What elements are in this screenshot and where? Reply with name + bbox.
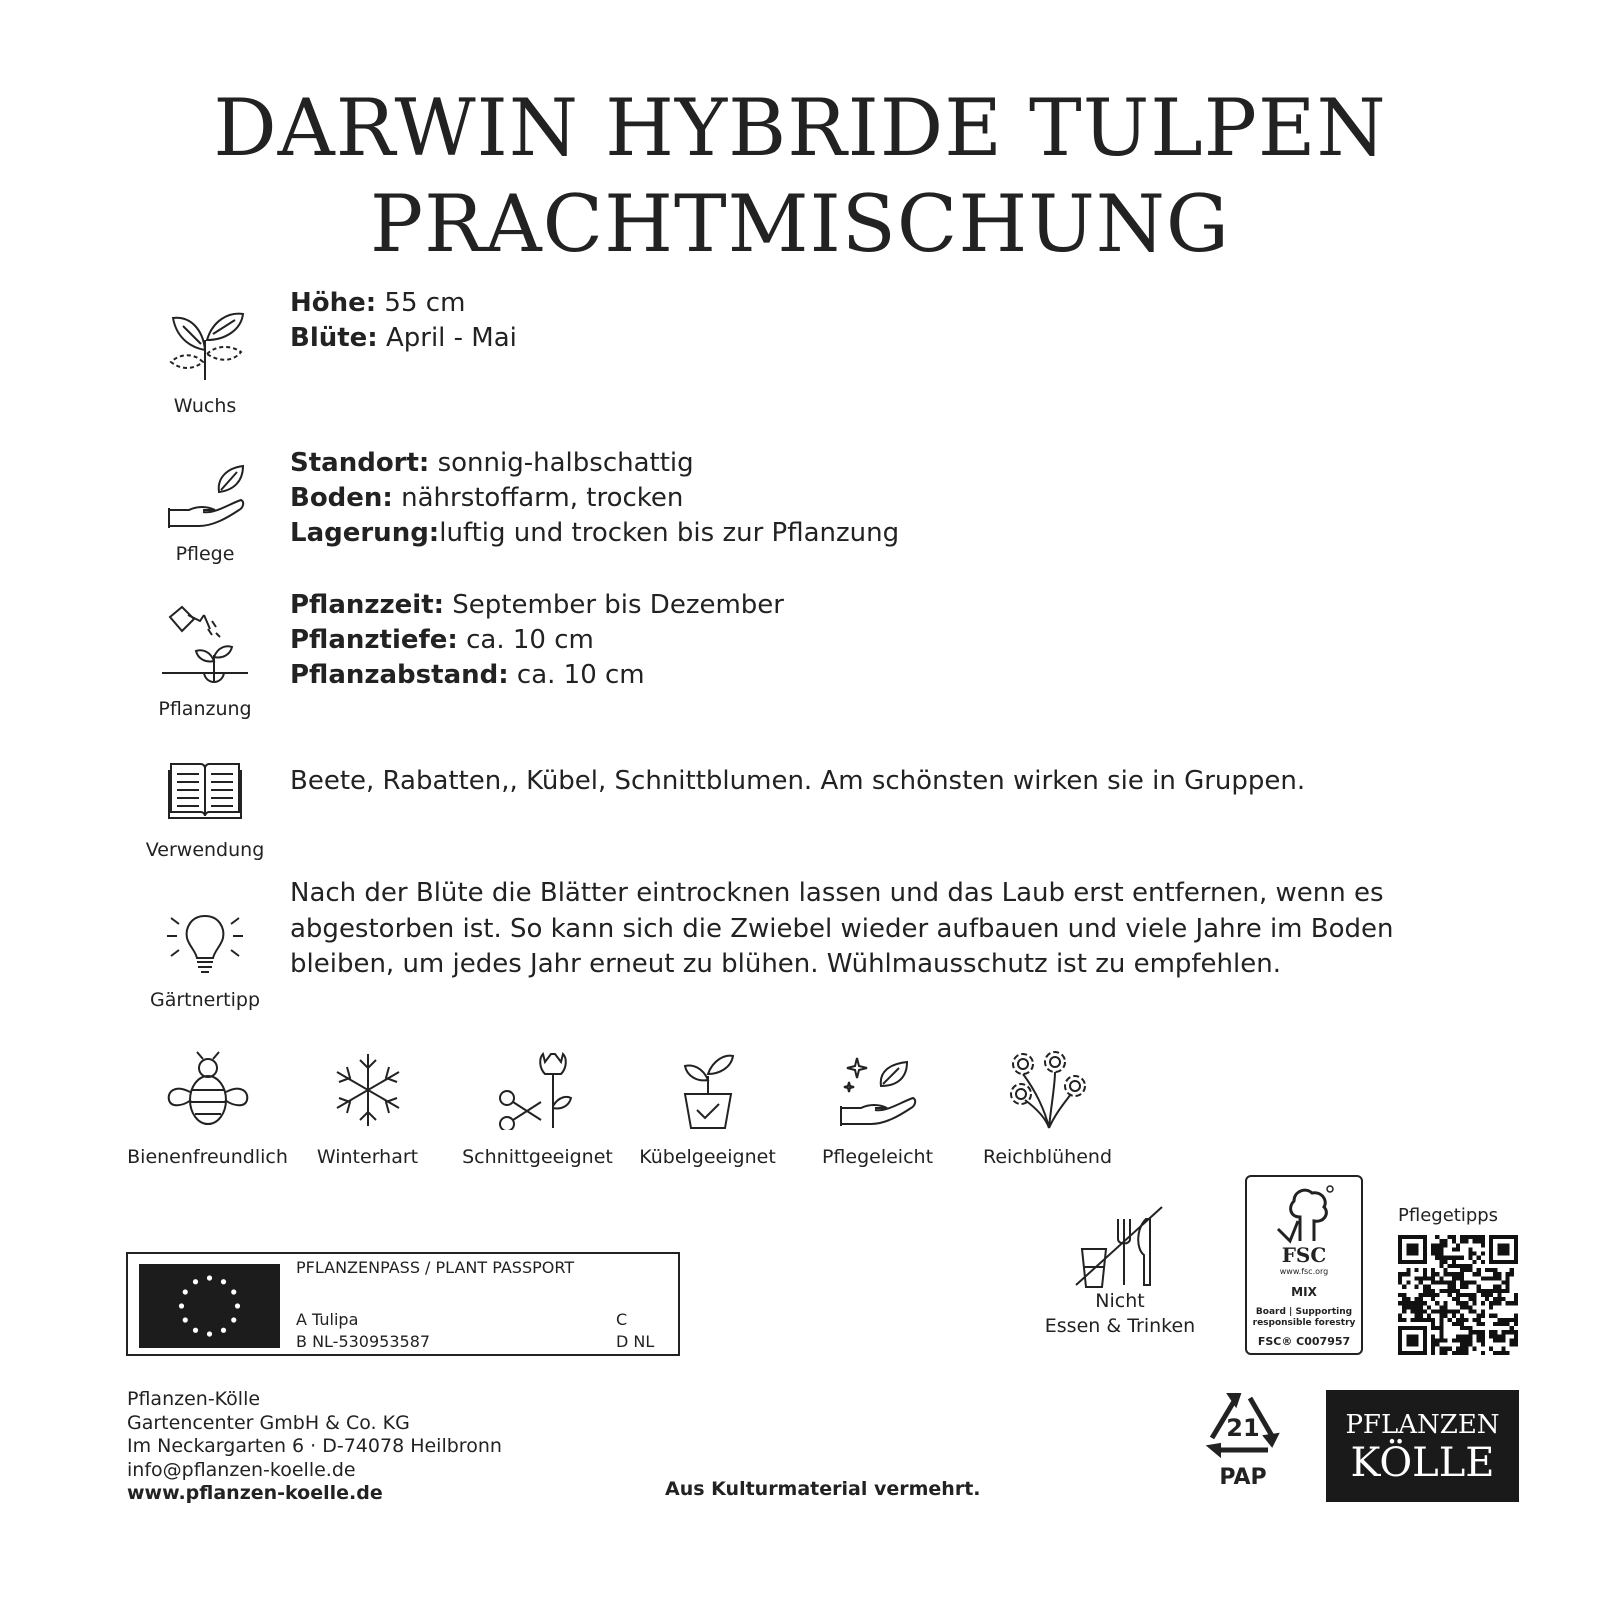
feature-label: Kübelgeeignet <box>639 1146 776 1168</box>
fsc-tree-icon <box>1272 1183 1336 1247</box>
not-for-consumption <box>1035 1205 1205 1339</box>
info-row-bluete <box>290 321 517 356</box>
fsc-label <box>1245 1175 1363 1355</box>
feature-label: Winterhart <box>316 1146 419 1168</box>
potted-plant-icon <box>665 1050 751 1130</box>
wuchs-icon-block <box>135 300 275 418</box>
scissors-tulip-icon <box>495 1050 581 1130</box>
info-key: Pflanzabstand: <box>290 660 509 690</box>
watering-can-icon <box>160 603 250 687</box>
bee-icon <box>165 1050 251 1130</box>
info-value: September bis Dezember <box>444 590 784 620</box>
eu-star <box>179 1303 184 1308</box>
gaertnertipp-label: Gärtnertipp <box>149 989 261 1011</box>
brand-line-1: PFLANZEN <box>1345 1410 1500 1440</box>
info-row-pflanzabstand <box>290 658 784 693</box>
fsc-name: FSC <box>1281 1243 1327 1267</box>
wuchs-info <box>290 286 517 356</box>
recycle-code: PAP <box>1219 1465 1267 1490</box>
info-row-hoehe <box>290 286 517 321</box>
culture-note: Aus Kulturmaterial vermehrt. <box>665 1478 981 1500</box>
pflanzung-info <box>290 588 784 693</box>
info-key: Boden: <box>290 483 393 513</box>
feature-winterhart <box>280 1050 455 1168</box>
info-key: Blüte: <box>290 323 378 353</box>
eu-star <box>231 1317 236 1322</box>
feature-label: Reichblühend <box>982 1146 1113 1168</box>
info-value: sonnig-halbschattig <box>429 448 694 478</box>
feature-bienenfreundlich <box>120 1050 295 1168</box>
open-book-icon <box>167 760 243 822</box>
gaertnertipp-text: Nach der Blüte die Blätter eintrocknen lassen und das Laub erst entfernen, wenn es abgestorben ist. So kann sich die Zwiebel wieder aufbauen und viele Jahre im Boden bleiben, um jedes Jahr erneut zu blühen. Wühlmausschutz ist zu empfehlen. <box>290 878 1394 979</box>
eu-star <box>183 1289 188 1294</box>
qr-label: Pflegetipps <box>1398 1205 1499 1226</box>
feature-label: Bienenfreundlich <box>127 1146 288 1168</box>
info-value: ca. 10 cm <box>508 660 645 690</box>
recycle-number: 21 <box>1226 1414 1260 1442</box>
address-street: Im Neckargarten 6 · D-74078 Heilbronn <box>127 1435 502 1457</box>
product-title-line-1: DARWIN HYBRIDE TULPEN <box>213 82 1387 174</box>
snowflake-icon <box>325 1050 411 1130</box>
passport-field-d: D NL <box>616 1332 655 1351</box>
pflege-info <box>290 446 899 551</box>
eu-star <box>193 1279 198 1284</box>
hand-leaf-icon <box>163 462 247 532</box>
feature-schnittgeeignet <box>450 1050 625 1168</box>
company-address <box>127 1388 502 1506</box>
fsc-code: FSC® C007957 <box>1257 1335 1351 1348</box>
verwendung-text: Beete, Rabatten,, Kübel, Schnittblumen. Am schönsten wirken sie in Gruppen. <box>290 766 1306 796</box>
eu-star <box>193 1328 198 1333</box>
hand-sparkle-leaf-icon <box>835 1050 921 1130</box>
info-row-lagerung <box>290 516 899 551</box>
info-value: luftig und trocken bis zur Pflanzung <box>439 518 900 548</box>
pflanzung-icon-block <box>135 603 275 721</box>
info-row-boden <box>290 481 899 516</box>
wuchs-label: Wuchs <box>173 395 237 417</box>
pflege-label: Pflege <box>175 543 235 565</box>
fsc-desc-2: responsible forestry <box>1252 1318 1356 1328</box>
info-value: nährstoffarm, trocken <box>392 483 684 513</box>
no-eat-line-2: Essen & Trinken <box>1044 1315 1196 1337</box>
fsc-mix: MIX <box>1291 1285 1317 1299</box>
product-title <box>0 80 1600 272</box>
info-key: Höhe: <box>290 288 377 318</box>
info-key: Standort: <box>290 448 430 478</box>
gaertnertipp-icon-block <box>135 910 275 1012</box>
eu-star <box>231 1289 236 1294</box>
recycling-code <box>1198 1390 1288 1490</box>
info-value: April - Mai <box>377 323 517 353</box>
feature-label: Schnittgeeignet <box>462 1146 613 1168</box>
eu-star <box>221 1279 226 1284</box>
flower-bouquet-icon <box>1005 1050 1091 1130</box>
fsc-url: www.fsc.org <box>1279 1267 1329 1276</box>
eu-star <box>221 1328 226 1333</box>
passport-heading: PFLANZENPASS / PLANT PASSPORT <box>296 1258 575 1277</box>
info-key: Pflanztiefe: <box>290 625 458 655</box>
eu-star <box>183 1317 188 1322</box>
info-row-standort <box>290 446 899 481</box>
no-eat-drink-icon <box>1072 1205 1168 1289</box>
eu-star <box>207 1331 212 1336</box>
address-company: Pflanzen-Kölle <box>127 1388 261 1410</box>
fsc-desc-1: Board | Supporting <box>1255 1307 1353 1317</box>
no-eat-line-1: Nicht <box>1095 1290 1145 1312</box>
verwendung-icon-block <box>135 760 275 862</box>
info-key: Pflanzzeit: <box>290 590 445 620</box>
info-value: ca. 10 cm <box>457 625 594 655</box>
sprout-leaves-icon <box>163 300 247 384</box>
info-row-pflanztiefe <box>290 623 784 658</box>
info-row-pflanzzeit <box>290 588 784 623</box>
info-key: Lagerung: <box>290 518 440 548</box>
address-website: www.pflanzen-koelle.de <box>127 1482 383 1504</box>
passport-field-c: C <box>616 1310 628 1329</box>
brand-line-2: KÖLLE <box>1350 1440 1495 1486</box>
pflege-icon-block <box>135 462 275 566</box>
verwendung-label: Verwendung <box>145 839 265 861</box>
pflanzung-label: Pflanzung <box>158 698 252 720</box>
address-email: info@pflanzen-koelle.de <box>127 1458 356 1481</box>
product-title-line-2: PRACHTMISCHUNG <box>369 178 1231 270</box>
recycling-triangle-icon <box>1198 1390 1288 1462</box>
brand-logo <box>1326 1390 1519 1502</box>
info-value: 55 cm <box>376 288 466 318</box>
passport-field-b: B NL-530953587 <box>296 1332 431 1351</box>
eu-star <box>235 1303 240 1308</box>
eu-star <box>207 1275 212 1280</box>
feature-kuebelgeeignet <box>620 1050 795 1168</box>
plant-passport <box>126 1252 680 1356</box>
lightbulb-icon <box>163 910 247 976</box>
address-legal-form: Gartencenter GmbH & Co. KG <box>127 1411 410 1434</box>
feature-reichbluehend <box>960 1050 1135 1168</box>
feature-label: Pflegeleicht <box>821 1146 934 1168</box>
feature-pflegeleicht <box>790 1050 965 1168</box>
eu-flag-icon <box>139 1264 280 1348</box>
qr-code[interactable] <box>1398 1235 1518 1355</box>
passport-field-a: A Tulipa <box>296 1310 359 1329</box>
